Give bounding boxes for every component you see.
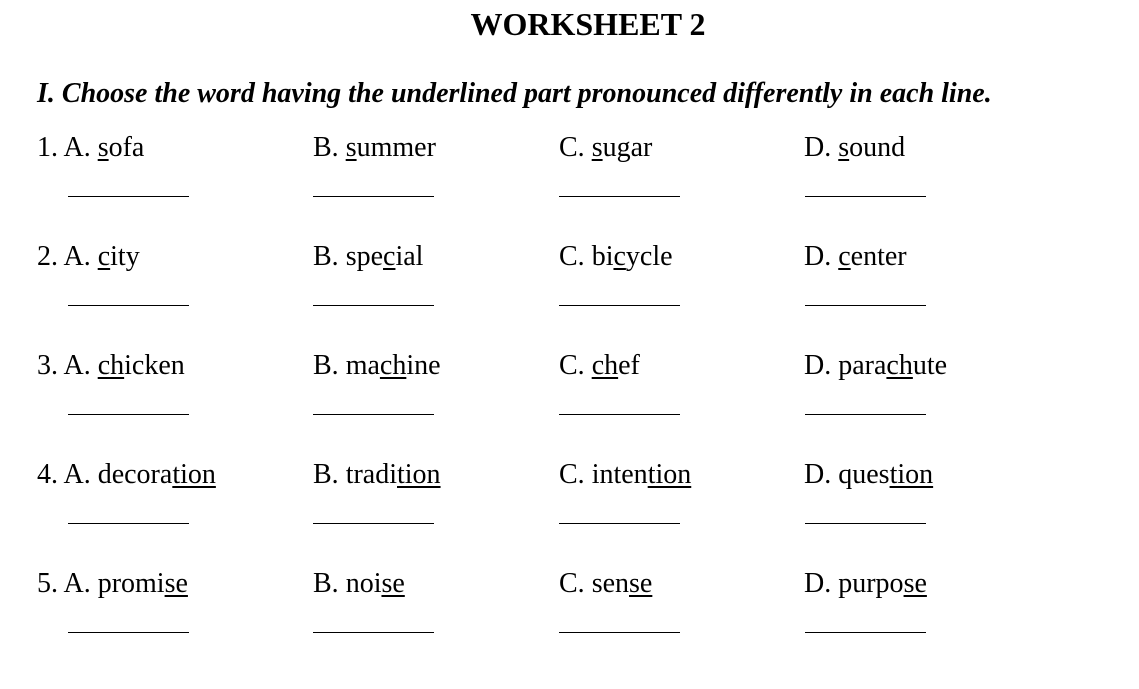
answer-blank[interactable] [68,305,189,306]
answer-blank[interactable] [805,305,926,306]
answer-blank[interactable] [559,305,680,306]
option-a [37,346,185,386]
option-letter: B. [313,132,339,163]
question-number: 1. [37,132,58,163]
option-d [804,128,905,168]
question-number: 4. [37,459,58,490]
option-letter: C. [559,568,585,599]
option-d [804,237,907,277]
answer-blank[interactable] [313,305,434,306]
underlined-part: ch [379,350,407,381]
word-suffix: ef [618,350,640,381]
answer-blank[interactable] [559,523,680,524]
word-prefix: ques [838,459,890,490]
word-suffix: enter [850,241,907,272]
answer-blank[interactable] [313,523,434,524]
word-prefix: sen [591,568,630,599]
underlined-part: se [164,568,188,599]
underlined-part: se [903,568,927,599]
word-prefix: purpo [838,568,904,599]
option-d [804,564,927,604]
underlined-part: tion [397,459,441,490]
question-row [0,346,1139,446]
option-d [804,455,933,495]
word-suffix: ummer [356,132,436,163]
answer-blank[interactable] [805,196,926,197]
section-instruction: I. Choose the word having the underlined part pronounced differently in each line. [37,78,992,109]
word-suffix: ound [849,132,906,163]
answer-blank[interactable] [313,632,434,633]
word-prefix: noi [345,568,382,599]
option-b [313,455,441,495]
page-title: WORKSHEET 2 [470,6,706,42]
option-letter: B. [313,568,339,599]
word-suffix: ugar [602,132,653,163]
underlined-part: c [613,241,626,272]
answer-blank[interactable] [68,523,189,524]
option-letter: B. [313,241,339,272]
underlined-part: tion [647,459,692,490]
option-letter: A. [63,132,91,163]
underlined-part: ch [97,350,125,381]
word-suffix: icken [124,350,185,381]
answer-blank[interactable] [68,632,189,633]
answer-blank[interactable] [559,196,680,197]
answer-blank[interactable] [805,632,926,633]
option-letter: B. [313,459,339,490]
underlined-part: s [838,132,850,163]
option-letter: C. [559,459,585,490]
answer-blank[interactable] [559,414,680,415]
question-row [0,128,1139,228]
answer-blank[interactable] [68,196,189,197]
answer-blank[interactable] [805,523,926,524]
option-letter: C. [559,350,585,381]
answer-blank[interactable] [559,632,680,633]
option-c [559,128,652,168]
underlined-part: ch [886,350,913,381]
question-row [0,564,1139,664]
question-row [0,455,1139,555]
option-letter: C. [559,241,585,272]
word-suffix: ute [912,350,948,381]
answer-blank[interactable] [313,414,434,415]
option-letter: D. [804,132,832,163]
word-prefix: ma [345,350,380,381]
word-prefix: promi [97,568,165,599]
word-suffix: ofa [108,132,145,163]
option-c [559,455,691,495]
underlined-part: c [383,241,396,272]
question-number: 2. [37,241,58,272]
answer-blank[interactable] [68,414,189,415]
option-letter: D. [804,350,832,381]
option-c [559,564,652,604]
word-prefix: decora [97,459,173,490]
word-prefix: inten [591,459,648,490]
option-b [313,346,441,386]
answer-blank[interactable] [313,196,434,197]
option-b [313,237,423,277]
option-d [804,346,947,386]
underlined-part: se [629,568,653,599]
option-letter: A. [63,459,91,490]
option-letter: A. [63,350,91,381]
underlined-part: c [838,241,851,272]
underlined-part: s [345,132,357,163]
underlined-part: se [381,568,405,599]
option-b [313,564,405,604]
underlined-part: ch [591,350,619,381]
option-c [559,346,640,386]
option-letter: D. [804,568,832,599]
word-suffix: ity [110,241,140,272]
underlined-part: s [97,132,109,163]
word-prefix: para [838,350,887,381]
word-prefix: bi [591,241,614,272]
word-suffix: ycle [625,241,673,272]
option-a [37,564,188,604]
underlined-part: s [591,132,603,163]
word-prefix: spe [345,241,384,272]
option-letter: C. [559,132,585,163]
question-number: 3. [37,350,58,381]
option-letter: B. [313,350,339,381]
word-prefix: tradi [345,459,397,490]
underlined-part: c [97,241,111,272]
underlined-part: tion [889,459,934,490]
option-a [37,128,144,168]
underlined-part: tion [172,459,216,490]
question-number: 5. [37,568,58,599]
option-a [37,455,216,495]
option-letter: A. [63,568,91,599]
option-b [313,128,436,168]
option-c [559,237,673,277]
option-letter: D. [804,459,832,490]
option-letter: A. [63,241,91,272]
option-letter: D. [804,241,832,272]
word-suffix: ine [406,350,441,381]
question-row [0,237,1139,337]
option-a [37,237,140,277]
word-suffix: ial [395,241,424,272]
answer-blank[interactable] [805,414,926,415]
